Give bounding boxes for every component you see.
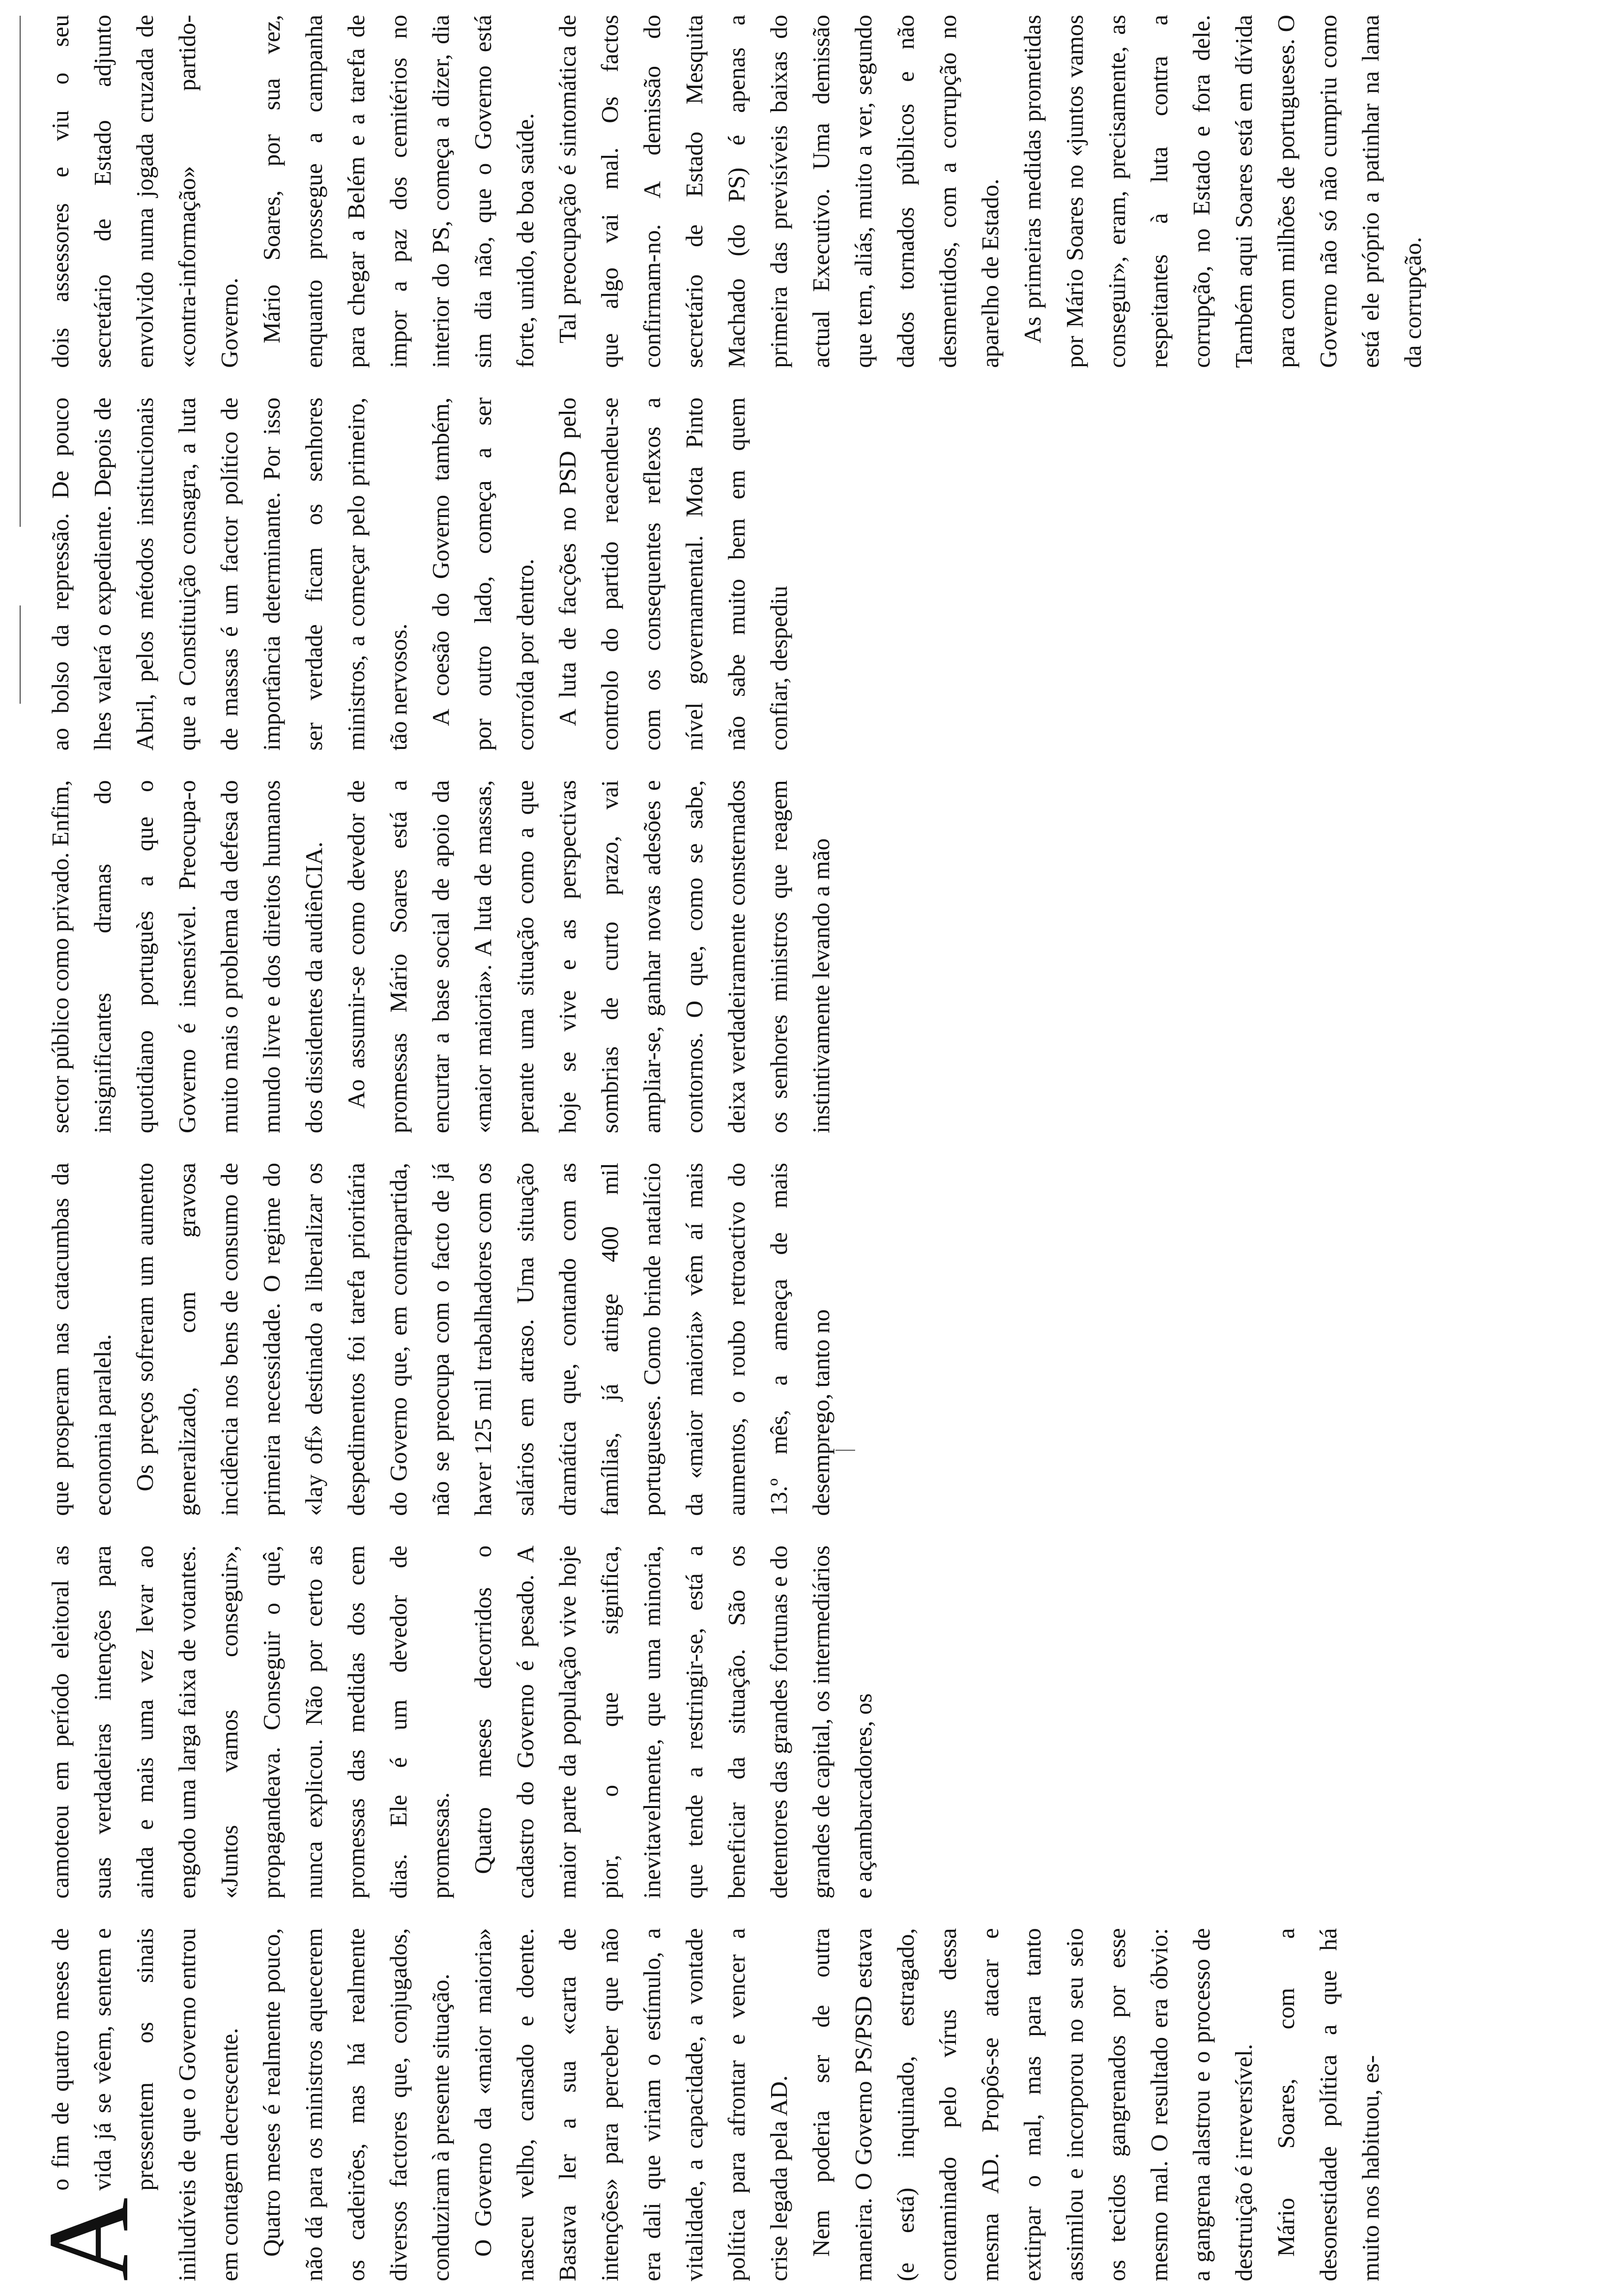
article-paragraph: Quatro meses é realmente pouco, não dá para os ministros aquecerem os cadeirões, mas há realmente diversos factores que, conjugados, conduziram à presente situação. (258, 1928, 454, 2281)
article-paragraph: Mário Soares, por sua vez, enquanto prossegue a campanha para chegar a Belém e a tarefa de impor a paz dos cemitérios no interior do PS, começa a dizer, dia sim dia não, que o Governo está forte, unido, de boa saúde. (258, 15, 539, 368)
article-paragraph: Tal preocupação é sintomática de que algo vai mal. Os factos confirmam-no. A demissão do secretário de Estado Mesquita Machado (do PS) é apenas a primeira das previsíveis baixas do actual Executivo. Uma demissão que tem, aliás, muito a ver, segundo dados tornados públicos e não desmentidos, com a corrupção no aparelho de Estado. (554, 15, 1004, 368)
top-rule-line (20, 16, 21, 527)
article-paragraph: O Governo da «maior maioria» nasceu velho, cansado e doente. Bastava ler a sua «carta de intenções» para perceber que não era dali que viriam o estímulo, a vitalidade, a capacidade, a vontade política para afrontar e vencer a crise legada pela AD. (469, 1928, 792, 2281)
article-paragraph: A coesão do Governo também, por outro lado, começa a ser corroída por dentro. (427, 397, 539, 751)
article-paragraph: Nem poderia ser de outra maneira. O Governo PS/PSD estava (e está) inquinado, estragado, contaminado pelo vírus dessa mesma AD. Propôs-se atacar e extirpar o mal, mas para tanto assimilou e incorporou no seu seio os tecidos gangrenados por esse mesmo mal. O resultado era óbvio: a gangrena alastrou e o processo de destruição é irreversível. (807, 1928, 1257, 2281)
article-column-1 (25, 1928, 1587, 2281)
article-paragraph: As primeiras medidas prometidas por Mário Soares no «juntos vamos conseguir», eram, precisamente, as respeitantes à luta contra a corrupção, no Estado e fora dele. Também aqui Soares está em dívida para com milhões de portugueses. O Governo não só não cumpriu como está ele próprio a patinhar na lama da corrupção. (1019, 15, 1426, 368)
article-column-3 (39, 1163, 1587, 1516)
drop-cap: A (25, 2197, 153, 2281)
article-paragraph: Quatro meses decorridos o cadastro do Governo é pesado. A maior parte da população vive hoje pior, o que significa, inevitavelmente, que uma minoria, que tende a restringir-se, está a beneficiar da situação. São os detentores das grandes fortunas e do grandes de capital, os intermediários e açambarcadores, os (469, 1545, 877, 1899)
article-column-4 (39, 780, 1587, 1133)
article-paragraph: Os preços sofreram um aumento generalizado, com gravosa incidência nos bens de consumo de primeira necessidade. O regime do «lay off» destinado a liberalizar os despedimentos foi tarefa prioritária do Governo que, em contrapartida, não se preocupa com o facto de já haver 125 mil trabalhadores com os salários em atraso. Uma situação dramática que, contando com as famílias, já atinge 400 mil portugueses. Como brinde natalício da «maior maioria» vêm aí mais aumentos, o roubo retroactivo do 13.º mês, a ameaça de mais desemprego, tanto no (131, 1163, 835, 1516)
article-paragraph: Mário Soares, com a desonestidade política a que há muito nos habituou, es- (1272, 1928, 1384, 2281)
article-column-2 (39, 1546, 1587, 1899)
article-paragraph: que prosperam nas catacumbas da economia paralela. (47, 1163, 116, 1516)
article-paragraph: Ao assumir-se como devedor de promessas Mário Soares está a encurtar a base social de apoio da «maior maioria». A luta de massas, perante uma situação como a que hoje se vive e as perspectivas sombrias de curto prazo, vai ampliar-se, ganhar novas adesões e contornos. O que, como se sabe, deixa verdadeiramente consternados os senhores ministros que reagem instintivamente levando a mão (343, 780, 835, 1133)
article-paragraph: camoteou em período eleitoral as suas verdadeiras intenções para ainda e mais uma vez levar ao engodo uma larga faixa de votantes. «Juntos vamos conseguir», propagandeava. Conseguir o quê, nunca explicou. Não por certo as promessas das medidas dos cem dias. Ele é um devedor de promessas. (47, 1545, 454, 1899)
article-paragraph: sector público como privado. Enfim, insignificantes dramas do quotidiano portuguès a que o Governo é insensível. Preocupa-o muito mais o problema da defesa do mundo livre e dos direitos humanos dos dissidentes da audiênCIA. (47, 780, 327, 1133)
article-paragraph: A luta de facções no PSD pelo controlo do partido reacendeu-se com os consequentes reflexos a nível governamental. Mota Pinto não sabe muito bem em quem confiar, despediu (554, 397, 792, 751)
article-paragraph: ao bolso da repressão. De pouco lhes valerá o expediente. Depois de Abril, pelos métodos institucionais que a Constituição consagra, a luta de massas é um factor político de importância determinante. Por isso ser verdade ficam os senhores ministros, a começar pelo primeiro, tão nervosos. (47, 397, 412, 751)
article-column-6 (39, 15, 1587, 368)
article-column-5 (39, 398, 1587, 751)
article-paragraph: A o fim de quatro meses de vida já se vêem, sentem e pressentem os sinais iniludíveis de que o Governo entrou em contagem decrescente. (25, 1928, 243, 2281)
top-rule-line-short (20, 605, 21, 704)
article-paragraph: dois assessores e viu o seu secretário de Estado adjunto envolvido numa jogada cruzada de «contra-informação» partido-Governo. (47, 15, 243, 368)
